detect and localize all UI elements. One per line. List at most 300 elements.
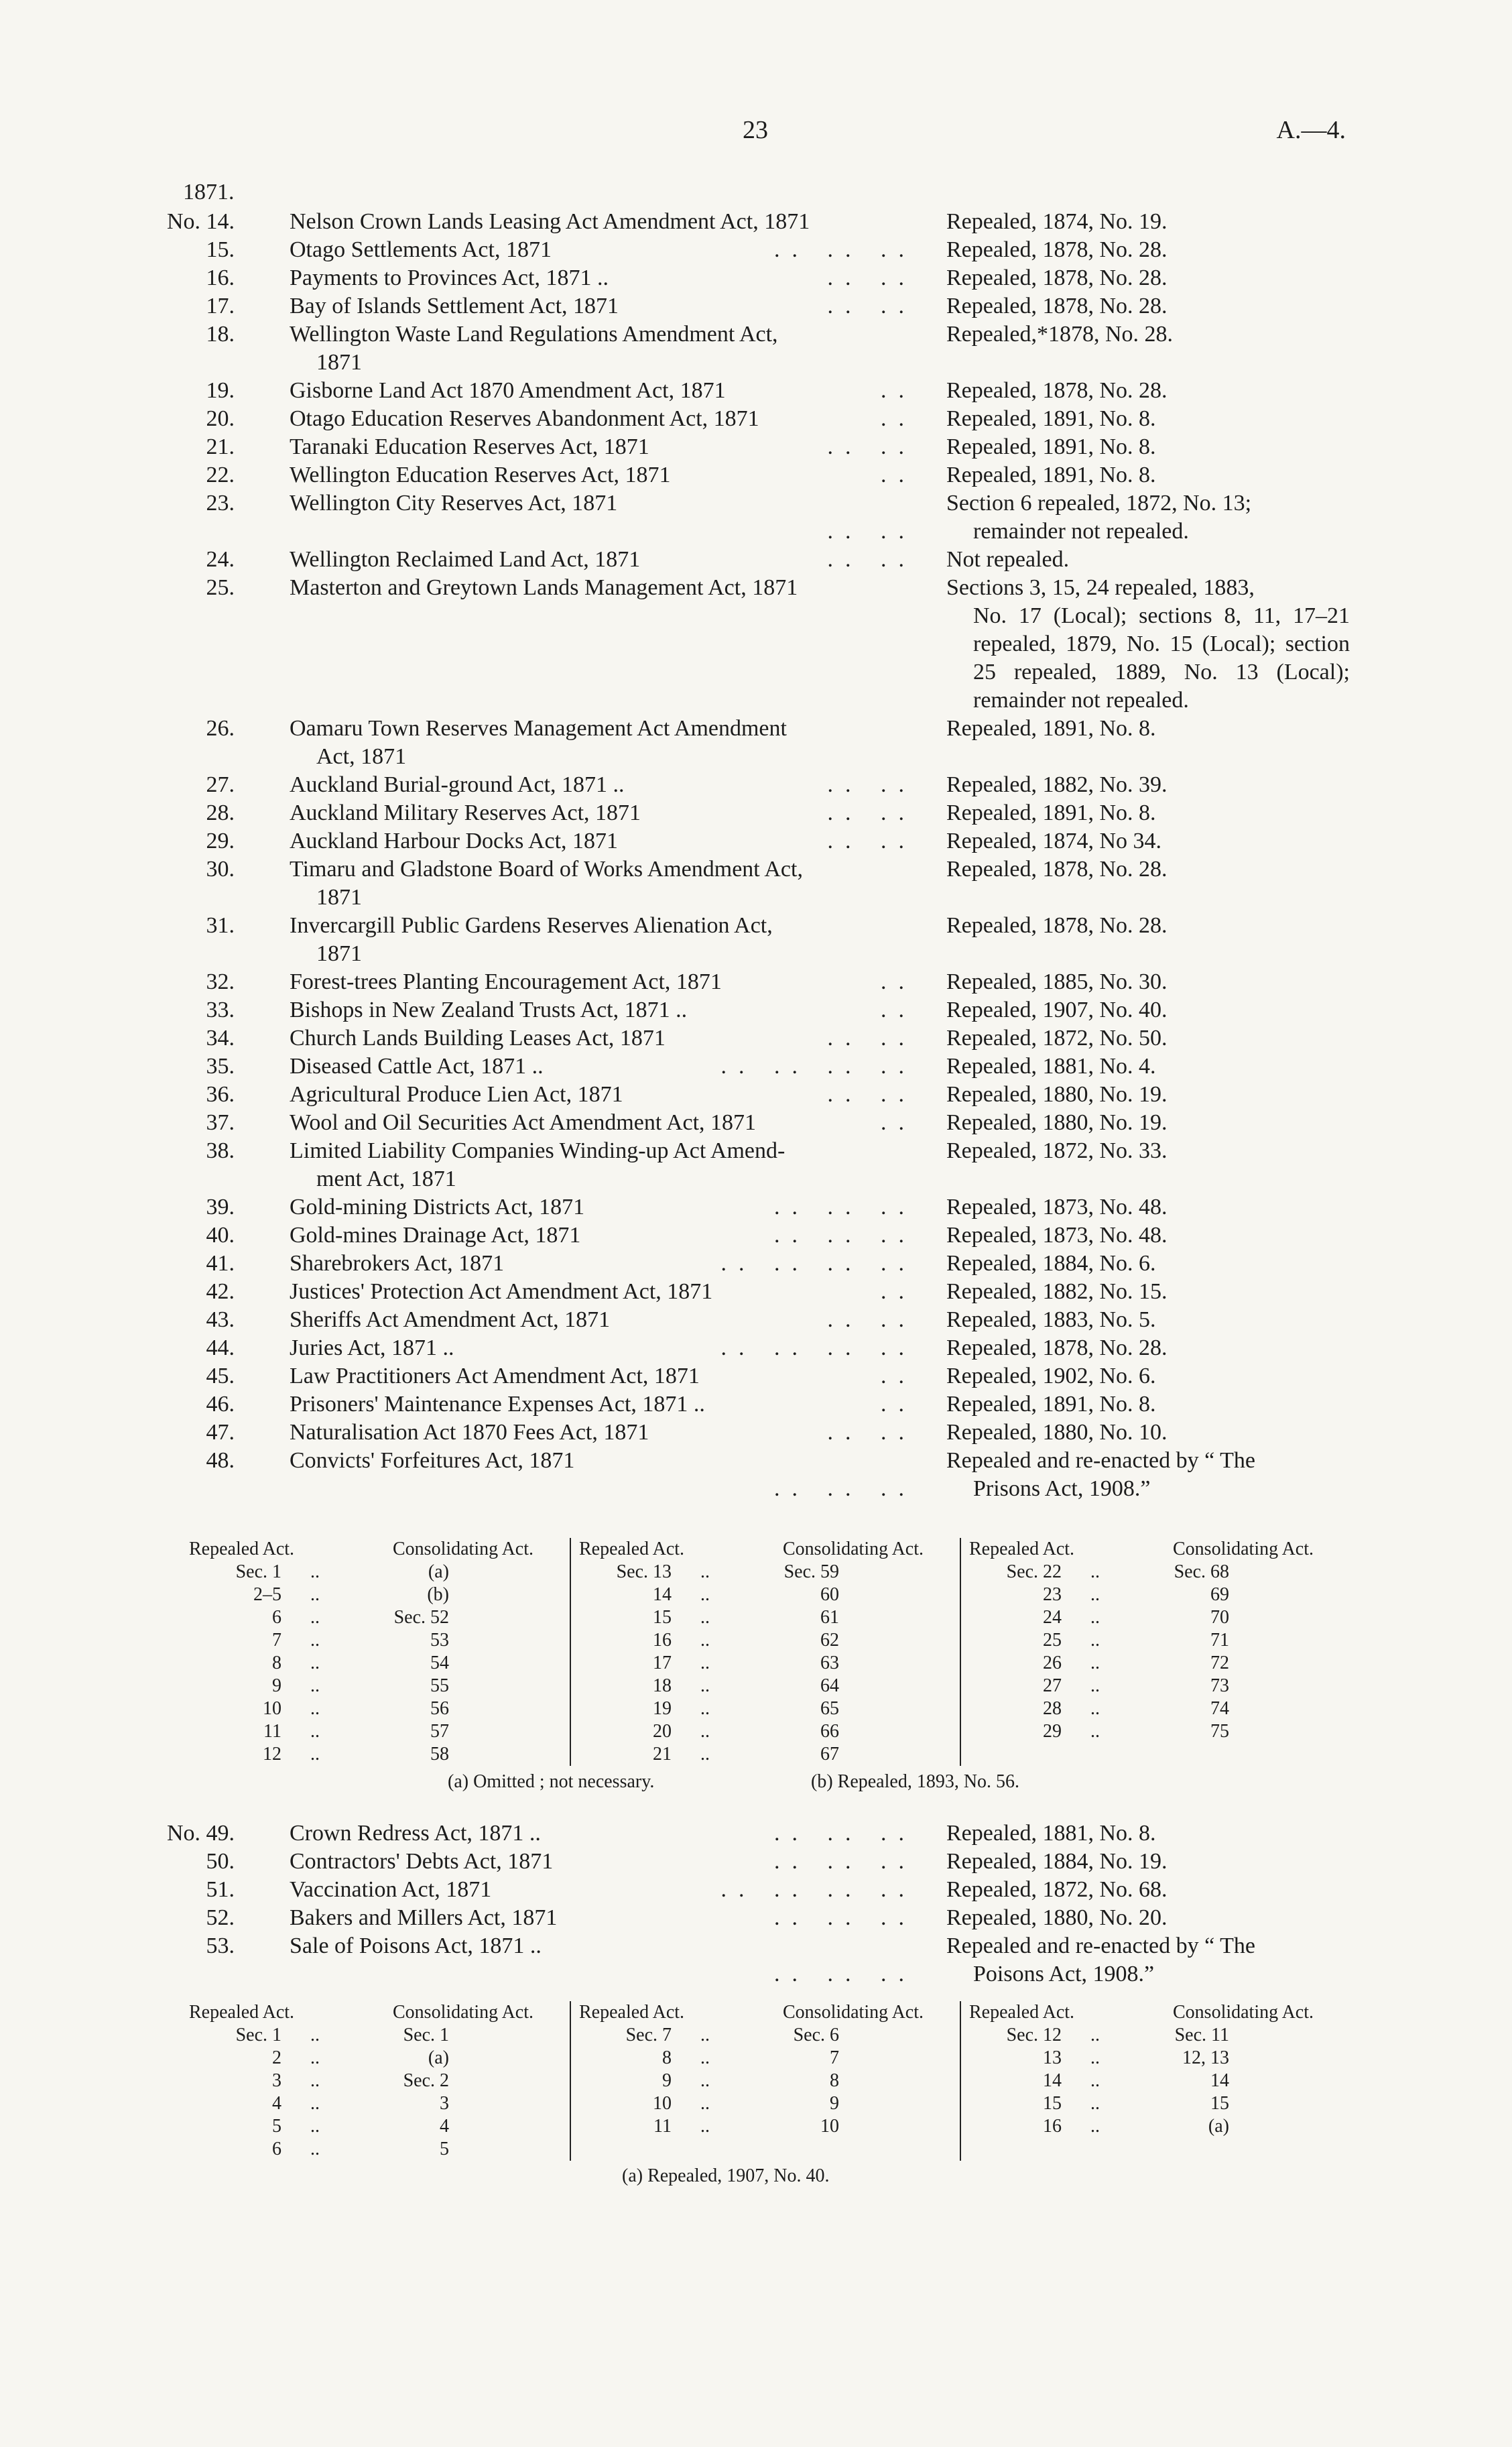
leader-dots: .. bbox=[881, 463, 916, 487]
act-title-text: Bakers and Millers Act, 1871 bbox=[290, 1905, 558, 1930]
table-header bbox=[571, 1538, 960, 1561]
act-entry bbox=[0, 208, 1512, 236]
act-number: 15. bbox=[206, 237, 235, 262]
act-title-continuation: Act, 1871 bbox=[316, 744, 407, 769]
act-title-text: Church Lands Building Leases Act, 1871 bbox=[290, 1026, 666, 1051]
leader-dots: .. .. .. bbox=[774, 1195, 916, 1219]
repealed-section: 26 bbox=[1043, 1653, 1062, 1673]
act-status bbox=[946, 264, 1350, 292]
act-entry bbox=[0, 1848, 1512, 1876]
act-status-text: Repealed, 1874, No 34. bbox=[946, 829, 1162, 853]
table-row bbox=[571, 1720, 960, 1743]
consolidating-section: 61 bbox=[820, 1607, 839, 1628]
act-status-text: Repealed, 1902, No. 6. bbox=[946, 1364, 1156, 1388]
act-status bbox=[946, 1334, 1350, 1362]
act-status bbox=[946, 968, 1350, 996]
act-entry bbox=[0, 1137, 1512, 1193]
leader-dots: .. bbox=[700, 1561, 710, 1582]
act-entry bbox=[0, 546, 1512, 574]
leader-dots: .. bbox=[700, 2116, 710, 2137]
act-status bbox=[946, 912, 1350, 968]
repealed-section: Sec. 13 bbox=[616, 1561, 672, 1582]
repealed-section: 3 bbox=[272, 2070, 281, 2091]
table-row bbox=[181, 1629, 570, 1652]
act-entry bbox=[0, 912, 1512, 968]
act-title bbox=[290, 208, 916, 236]
act-status bbox=[946, 1876, 1350, 1904]
act-status-text: Repealed, 1878, No. 28. bbox=[946, 913, 1168, 938]
act-entry bbox=[0, 1904, 1512, 1932]
table-row bbox=[571, 1675, 960, 1697]
repealed-section: 4 bbox=[272, 2093, 281, 2114]
leader-dots: .. bbox=[700, 1630, 710, 1651]
act-entry bbox=[0, 320, 1512, 377]
act-status-text: Repealed, 1880, No. 19. bbox=[946, 1082, 1168, 1107]
act-title-text: Sharebrokers Act, 1871 bbox=[290, 1251, 505, 1276]
leader-dots: .. bbox=[700, 1721, 710, 1742]
leader-dots: .. bbox=[310, 1607, 320, 1628]
repealed-section: 11 bbox=[653, 2116, 672, 2137]
act-entry bbox=[0, 1081, 1512, 1109]
act-entry bbox=[0, 1221, 1512, 1250]
consolidating-section: 7 bbox=[830, 2047, 839, 2068]
act-status bbox=[946, 1053, 1350, 1081]
leader-dots: .. bbox=[881, 1110, 916, 1135]
act-title bbox=[290, 1250, 916, 1278]
act-status bbox=[946, 208, 1350, 236]
act-entry bbox=[0, 968, 1512, 996]
act-status-text: Repealed and re-enacted by “ The bbox=[946, 1933, 1255, 1958]
repealed-section: 10 bbox=[653, 2093, 672, 2114]
table-row bbox=[961, 1629, 1350, 1652]
act-title-text: Gold-mines Drainage Act, 1871 bbox=[290, 1223, 581, 1248]
act-title-continuation: 1871 bbox=[316, 885, 362, 910]
act-status-text: Repealed, 1907, No. 40. bbox=[946, 998, 1168, 1022]
act-title bbox=[290, 1447, 916, 1503]
act-title-text: Contractors' Debts Act, 1871 bbox=[290, 1849, 554, 1874]
consolidating-section: 74 bbox=[1210, 1698, 1229, 1719]
act-entry bbox=[0, 461, 1512, 489]
act-title bbox=[290, 1278, 916, 1306]
act-title bbox=[290, 996, 916, 1024]
repealed-section: 14 bbox=[1043, 2070, 1062, 2091]
act-number: 28. bbox=[206, 800, 235, 825]
consolidating-section: 15 bbox=[1210, 2093, 1229, 2114]
act-number: 35. bbox=[206, 1054, 235, 1079]
table-row bbox=[181, 1697, 570, 1720]
consolidating-section: 14 bbox=[1210, 2070, 1229, 2091]
table-row bbox=[571, 1606, 960, 1629]
leader-dots: .. bbox=[1090, 1675, 1100, 1696]
leader-dots: .. bbox=[310, 2139, 320, 2159]
consolidating-section: 70 bbox=[1210, 1607, 1229, 1628]
act-entry bbox=[0, 405, 1512, 433]
leader-dots: .. bbox=[310, 1584, 320, 1605]
repealed-section: Sec. 22 bbox=[1006, 1561, 1062, 1582]
consolidating-section: 65 bbox=[820, 1698, 839, 1719]
repealed-section: 7 bbox=[272, 1630, 281, 1651]
header-repealed-act: Repealed Act. bbox=[969, 2002, 1075, 2023]
table-row bbox=[181, 2138, 570, 2161]
consolidating-section: 12, 13 bbox=[1182, 2047, 1229, 2068]
leader-dots: .. .. .. bbox=[774, 1223, 916, 1248]
consolidating-section: (a) bbox=[428, 1561, 449, 1582]
table-row bbox=[571, 2092, 960, 2115]
act-status bbox=[946, 1848, 1350, 1876]
act-status-text: Repealed, 1880, No. 19. bbox=[946, 1110, 1168, 1135]
act-status-text: Repealed, 1891, No. 8. bbox=[946, 1392, 1156, 1417]
act-title bbox=[290, 574, 916, 715]
repealed-section: 29 bbox=[1043, 1721, 1062, 1742]
act-number: 23. bbox=[206, 491, 235, 516]
table-row bbox=[571, 1697, 960, 1720]
act-title-text: Vaccination Act, 1871 bbox=[290, 1877, 492, 1902]
act-title bbox=[290, 1334, 916, 1362]
leader-dots: .. bbox=[1090, 2025, 1100, 2045]
act-status-text: Repealed, 1880, No. 10. bbox=[946, 1420, 1168, 1445]
table-column-group bbox=[570, 1538, 960, 1766]
act-status-text: Repealed, 1872, No. 50. bbox=[946, 1026, 1168, 1051]
table-row bbox=[961, 1675, 1350, 1697]
consolidating-section: Sec. 52 bbox=[393, 1607, 449, 1628]
leader-dots: .. bbox=[881, 406, 916, 431]
act-number: 46. bbox=[206, 1392, 235, 1417]
leader-dots: .. .. bbox=[827, 1307, 916, 1332]
act-entry bbox=[0, 1306, 1512, 1334]
act-title-text: Limited Liability Companies Winding-up Act Amend- bbox=[290, 1137, 916, 1165]
consolidating-section: 63 bbox=[820, 1653, 839, 1673]
repealed-section: 8 bbox=[662, 2047, 672, 2068]
table-row bbox=[571, 2024, 960, 2047]
act-title bbox=[290, 1362, 916, 1390]
leader-dots: .. bbox=[310, 1630, 320, 1651]
act-title bbox=[290, 1053, 916, 1081]
repealed-section: 21 bbox=[653, 1744, 672, 1765]
leader-dots: .. .. .. bbox=[774, 1905, 916, 1930]
header-repealed-act: Repealed Act. bbox=[189, 1539, 295, 1559]
table-row bbox=[181, 2047, 570, 2070]
leader-dots: .. .. bbox=[827, 772, 916, 797]
act-status-text: Repealed, 1881, No. 8. bbox=[946, 1821, 1156, 1846]
repealed-section: 25 bbox=[1043, 1630, 1062, 1651]
act-number: 19. bbox=[206, 378, 235, 403]
table-row bbox=[571, 2047, 960, 2070]
act-title-text: Wellington Reclaimed Land Act, 1871 bbox=[290, 547, 641, 572]
act-status bbox=[946, 1362, 1350, 1390]
leader-dots: .. .. bbox=[827, 294, 916, 318]
table-column-group bbox=[570, 2001, 960, 2161]
repealed-section: 10 bbox=[263, 1698, 281, 1719]
consolidating-section: 66 bbox=[820, 1721, 839, 1742]
act-number: 29. bbox=[206, 829, 235, 853]
repealed-section: Sec. 7 bbox=[625, 2025, 672, 2045]
act-status-text: Repealed, 1885, No. 30. bbox=[946, 969, 1168, 994]
consolidating-section: 73 bbox=[1210, 1675, 1229, 1696]
repealed-section: 14 bbox=[653, 1584, 672, 1605]
table-column-group bbox=[181, 1538, 570, 1766]
leader-dots: .. .. bbox=[827, 800, 916, 825]
consolidating-section: 60 bbox=[820, 1584, 839, 1605]
act-number: 39. bbox=[206, 1195, 235, 1219]
act-status bbox=[946, 1221, 1350, 1250]
act-entry bbox=[0, 1193, 1512, 1221]
act-status bbox=[946, 1819, 1350, 1848]
act-status bbox=[946, 489, 1350, 546]
leader-dots: .. bbox=[310, 1675, 320, 1696]
act-entry bbox=[0, 1109, 1512, 1137]
repealed-section: 28 bbox=[1043, 1698, 1062, 1719]
leader-dots: .. bbox=[700, 1584, 710, 1605]
act-number: 34. bbox=[206, 1026, 235, 1051]
table-row bbox=[181, 2024, 570, 2047]
leader-dots: .. bbox=[700, 1698, 710, 1719]
leader-dots: .. bbox=[881, 1364, 916, 1388]
act-entry bbox=[0, 1390, 1512, 1419]
table-header bbox=[961, 1538, 1350, 1561]
leader-dots: .. bbox=[1090, 2047, 1100, 2068]
act-title-text: Prisoners' Maintenance Expenses Act, 1871 .. bbox=[290, 1392, 705, 1417]
act-status-text: Repealed and re-enacted by “ The bbox=[946, 1448, 1255, 1473]
act-title bbox=[290, 1137, 916, 1193]
table-row bbox=[961, 2047, 1350, 2070]
act-title bbox=[290, 292, 916, 320]
act-title bbox=[290, 912, 916, 968]
act-entry bbox=[0, 1419, 1512, 1447]
act-status bbox=[946, 1137, 1350, 1193]
table-row bbox=[961, 1561, 1350, 1584]
header-consolidating-act: Consolidating Act. bbox=[783, 2002, 924, 2023]
leader-dots: .. bbox=[310, 2070, 320, 2091]
act-status-text: Repealed, 1878, No. 28. bbox=[946, 237, 1168, 262]
act-title bbox=[290, 1419, 916, 1447]
leader-dots: .. bbox=[700, 2093, 710, 2114]
act-status-text: Repealed, 1883, No. 5. bbox=[946, 1307, 1156, 1332]
table-row bbox=[961, 1606, 1350, 1629]
consolidating-section: Sec. 59 bbox=[783, 1561, 839, 1582]
page-header bbox=[0, 115, 1512, 156]
act-entry bbox=[0, 574, 1512, 715]
act-status-continuation: No. 17 (Local); sections 8, 11, 17–21 repealed, 1879, No. 15 (Local); section 25 repealed, 1889, No. 13 (Local); remainder not repealed. bbox=[973, 603, 1350, 713]
act-title-text: Otago Settlements Act, 1871 bbox=[290, 237, 552, 262]
act-entry bbox=[0, 1278, 1512, 1306]
act-status bbox=[946, 1390, 1350, 1419]
act-title bbox=[290, 1221, 916, 1250]
act-title-text: Law Practitioners Act Amendment Act, 1871 bbox=[290, 1364, 700, 1388]
act-title bbox=[290, 1819, 916, 1848]
act-title bbox=[290, 1081, 916, 1109]
header-consolidating-act: Consolidating Act. bbox=[393, 1539, 533, 1559]
act-entry bbox=[0, 489, 1512, 546]
leader-dots: .. bbox=[881, 1279, 916, 1304]
act-title-text: Gold-mining Districts Act, 1871 bbox=[290, 1195, 585, 1219]
repealed-section: 19 bbox=[653, 1698, 672, 1719]
table-row bbox=[571, 2115, 960, 2138]
act-number: 38. bbox=[206, 1138, 235, 1163]
act-entry bbox=[0, 1447, 1512, 1503]
table-row bbox=[181, 1584, 570, 1606]
table-header bbox=[571, 2001, 960, 2024]
act-title-text: Wellington City Reserves Act, 1871 bbox=[290, 491, 618, 516]
act-number: 27. bbox=[206, 772, 235, 797]
act-entry bbox=[0, 1053, 1512, 1081]
act-title bbox=[290, 799, 916, 827]
act-status-text: Repealed,*1878, No. 28. bbox=[946, 322, 1174, 347]
act-title-text: Oamaru Town Reserves Management Act Amendment bbox=[290, 715, 916, 743]
leader-dots: .. .. .. .. bbox=[720, 1054, 916, 1079]
leader-dots: .. bbox=[700, 1744, 710, 1765]
act-number: 45. bbox=[206, 1364, 235, 1388]
leader-dots: .. bbox=[1090, 2116, 1100, 2137]
act-number: No. 14. bbox=[166, 209, 235, 234]
leader-dots: .. bbox=[1090, 1561, 1100, 1582]
repealed-section: 6 bbox=[272, 2139, 281, 2159]
act-entry bbox=[0, 1876, 1512, 1904]
correspondence-table-1 bbox=[181, 1538, 1347, 1766]
paper-reference: A.—4. bbox=[1276, 116, 1346, 144]
repealed-section: 27 bbox=[1043, 1675, 1062, 1696]
act-title bbox=[290, 546, 916, 574]
consolidating-section: 67 bbox=[820, 1744, 839, 1765]
leader-dots: .. .. .. .. bbox=[720, 1251, 916, 1276]
table-row bbox=[961, 1652, 1350, 1675]
act-title-text: Masterton and Greytown Lands Management Act, 1871 bbox=[290, 574, 916, 602]
table-row bbox=[571, 1584, 960, 1606]
table-column-group bbox=[960, 2001, 1350, 2161]
act-title bbox=[290, 405, 916, 433]
leader-dots: .. bbox=[310, 2116, 320, 2137]
act-number: 16. bbox=[206, 265, 235, 290]
consolidating-section: 3 bbox=[440, 2093, 449, 2114]
table-row bbox=[181, 1561, 570, 1584]
table-row bbox=[181, 2115, 570, 2138]
act-title bbox=[290, 1904, 916, 1932]
leader-dots: .. .. bbox=[827, 829, 916, 853]
leader-dots: .. .. bbox=[827, 1420, 916, 1445]
act-status bbox=[946, 236, 1350, 264]
leader-dots: .. bbox=[700, 1653, 710, 1673]
act-title-text: Wool and Oil Securities Act Amendment Act, 1871 bbox=[290, 1110, 757, 1135]
consolidating-section: 8 bbox=[830, 2070, 839, 2091]
act-status-text: Repealed, 1878, No. 28. bbox=[946, 1335, 1168, 1360]
act-title-text: Nelson Crown Lands Leasing Act Amendment Act, 1871 bbox=[290, 208, 916, 236]
repealed-section: 5 bbox=[272, 2116, 281, 2137]
act-number: 26. bbox=[206, 716, 235, 741]
act-title-text: Timaru and Gladstone Board of Works Amendment Act, bbox=[290, 855, 916, 884]
table-1-footnote-a: (a) Omitted ; not necessary. bbox=[448, 1771, 655, 1792]
act-title bbox=[290, 1876, 916, 1904]
repealed-section: 15 bbox=[653, 1607, 672, 1628]
act-number: 17. bbox=[206, 294, 235, 318]
repealed-section: Sec. 12 bbox=[1006, 2025, 1062, 2045]
act-entry bbox=[0, 799, 1512, 827]
act-status-text: Repealed, 1891, No. 8. bbox=[946, 800, 1156, 825]
act-entry bbox=[0, 1932, 1512, 1988]
repealed-section: 16 bbox=[1043, 2116, 1062, 2137]
act-status bbox=[946, 1306, 1350, 1334]
act-status-text: Repealed, 1881, No. 4. bbox=[946, 1054, 1156, 1079]
act-status bbox=[946, 377, 1350, 405]
table-header bbox=[961, 2001, 1350, 2024]
act-entry bbox=[0, 771, 1512, 799]
act-title bbox=[290, 320, 916, 377]
consolidating-section: 54 bbox=[430, 1653, 449, 1673]
leader-dots: .. .. bbox=[827, 265, 916, 290]
leader-dots: .. bbox=[310, 2025, 320, 2045]
act-title-text: Naturalisation Act 1870 Fees Act, 1871 bbox=[290, 1420, 649, 1445]
act-status-text: Not repealed. bbox=[946, 547, 1070, 572]
act-status bbox=[946, 405, 1350, 433]
year-heading: 1871. bbox=[183, 180, 235, 204]
act-title-text: Crown Redress Act, 1871 .. bbox=[290, 1821, 541, 1846]
act-title-text: Wellington Education Reserves Act, 1871 bbox=[290, 463, 671, 487]
header-consolidating-act: Consolidating Act. bbox=[783, 1539, 924, 1559]
table-row bbox=[181, 1743, 570, 1766]
consolidating-section: 72 bbox=[1210, 1653, 1229, 1673]
act-number: 50. bbox=[206, 1849, 235, 1874]
leader-dots: .. bbox=[310, 2047, 320, 2068]
act-status-text: Repealed, 1884, No. 6. bbox=[946, 1251, 1156, 1276]
act-status-text: Repealed, 1891, No. 8. bbox=[946, 716, 1156, 741]
act-title bbox=[290, 827, 916, 855]
leader-dots: .. bbox=[310, 1653, 320, 1673]
repealed-section: 18 bbox=[653, 1675, 672, 1696]
leader-dots: .. bbox=[700, 2047, 710, 2068]
table-row bbox=[181, 1675, 570, 1697]
table-2-footnote-a: (a) Repealed, 1907, No. 40. bbox=[622, 2165, 830, 2186]
header-repealed-act: Repealed Act. bbox=[189, 2002, 295, 2023]
table-header bbox=[181, 2001, 570, 2024]
act-status-text: Repealed, 1872, No. 33. bbox=[946, 1138, 1168, 1163]
act-status bbox=[946, 1109, 1350, 1137]
header-repealed-act: Repealed Act. bbox=[579, 2002, 685, 2023]
consolidating-section: (a) bbox=[1208, 2116, 1229, 2137]
act-status-text: Repealed, 1872, No. 68. bbox=[946, 1877, 1168, 1902]
leader-dots: .. bbox=[310, 1744, 320, 1765]
act-entry bbox=[0, 292, 1512, 320]
act-title-text: Payments to Provinces Act, 1871 .. bbox=[290, 265, 609, 290]
act-title bbox=[290, 377, 916, 405]
repealed-section: 11 bbox=[263, 1721, 281, 1742]
header-consolidating-act: Consolidating Act. bbox=[1173, 2002, 1314, 2023]
act-number: 48. bbox=[206, 1448, 235, 1473]
table-row bbox=[961, 2092, 1350, 2115]
consolidating-section: Sec. 68 bbox=[1174, 1561, 1229, 1582]
leader-dots: .. .. bbox=[827, 434, 916, 459]
act-title bbox=[290, 489, 916, 546]
table-row bbox=[571, 1652, 960, 1675]
header-consolidating-act: Consolidating Act. bbox=[393, 2002, 533, 2023]
act-status bbox=[946, 1193, 1350, 1221]
act-number: 30. bbox=[206, 857, 235, 882]
act-status-continuation: Prisons Act, 1908.” bbox=[973, 1476, 1151, 1501]
act-status bbox=[946, 574, 1350, 715]
act-status bbox=[946, 771, 1350, 799]
act-title-text: Gisborne Land Act 1870 Amendment Act, 1871 bbox=[290, 378, 726, 403]
leader-dots: .. .. bbox=[827, 519, 916, 544]
repealed-section: 23 bbox=[1043, 1584, 1062, 1605]
act-title-text: Justices' Protection Act Amendment Act, 1871 bbox=[290, 1279, 713, 1304]
act-status-text: Sections 3, 15, 24 repealed, 1883, bbox=[946, 575, 1255, 600]
table-row bbox=[961, 1697, 1350, 1720]
act-status bbox=[946, 827, 1350, 855]
act-number: 52. bbox=[206, 1905, 235, 1930]
act-number: 40. bbox=[206, 1223, 235, 1248]
act-status bbox=[946, 320, 1350, 377]
act-number: 33. bbox=[206, 998, 235, 1022]
repealed-section: 2 bbox=[272, 2047, 281, 2068]
table-column-group bbox=[181, 2001, 570, 2161]
act-entry bbox=[0, 715, 1512, 771]
